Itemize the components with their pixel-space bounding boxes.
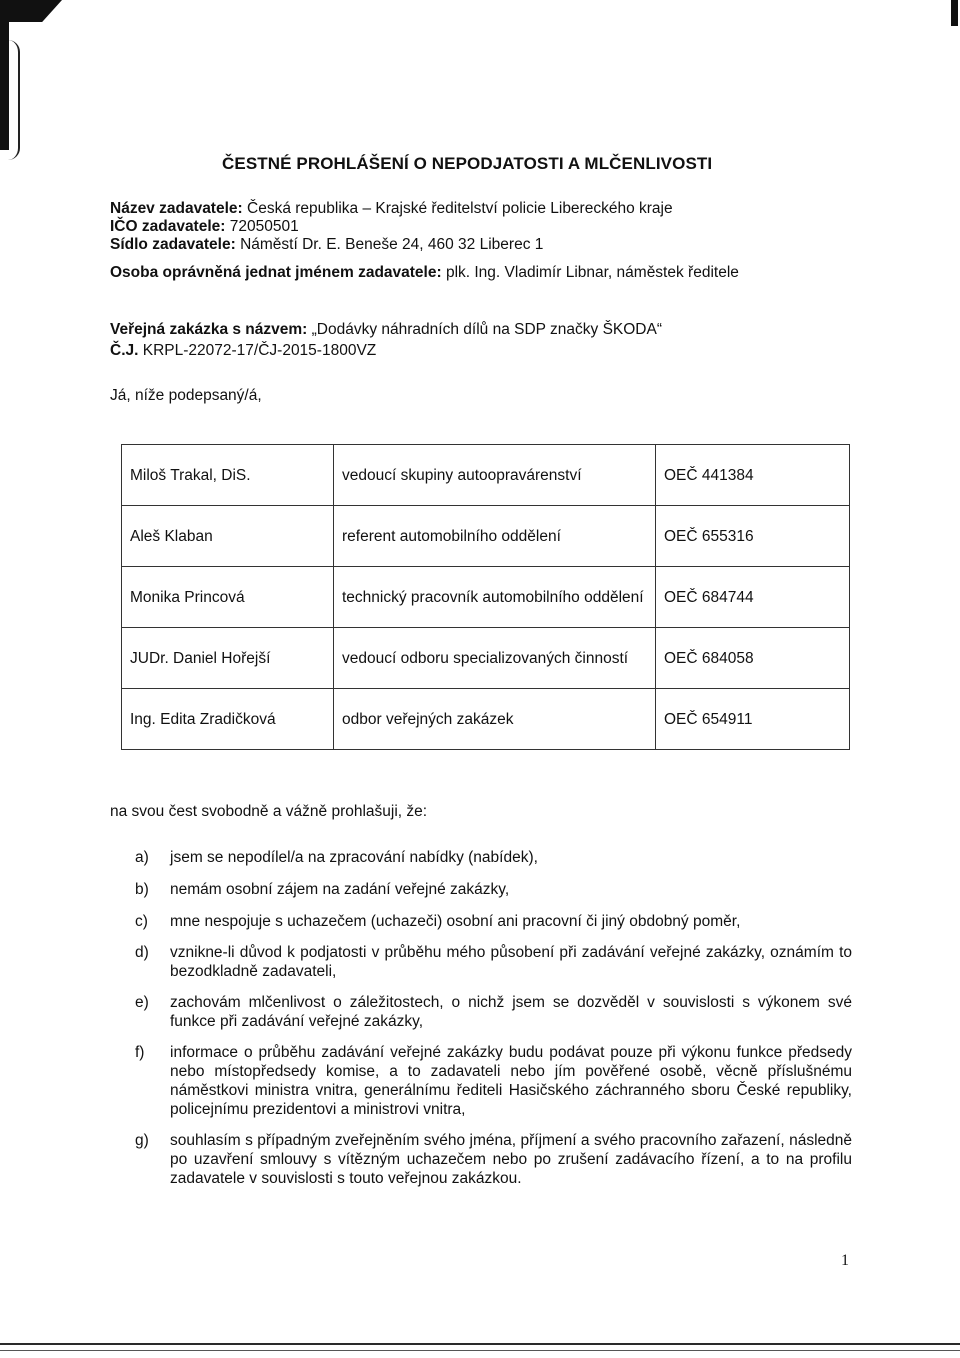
person-oec: OEČ 684744 bbox=[656, 567, 850, 628]
scan-artifact-left-curve bbox=[4, 40, 20, 160]
table-row bbox=[122, 689, 850, 750]
item-text: souhlasím s případným zveřejněním svého jména, příjmení a svého pracovního zařazení, následně po uzavření smlouvy s vítězným uchazečem nebo po zrušení zadávacího řízení, a to na profilu zadavatele v souvislosti s touto veřejnou zakázkou. bbox=[170, 1132, 852, 1187]
person-name: Monika Princová bbox=[122, 567, 334, 628]
scan-artifact-bottom-line bbox=[0, 1343, 960, 1345]
list-item bbox=[135, 848, 852, 867]
contract-line bbox=[110, 321, 662, 339]
item-text: jsem se nepodílel/a na zpracování nabídky (nabídek), bbox=[170, 849, 538, 866]
ico-value: 72050501 bbox=[229, 218, 299, 235]
contract-label: Veřejná zakázka s názvem: bbox=[110, 321, 308, 338]
intro-text: Já, níže podepsaný/á, bbox=[110, 387, 262, 404]
item-marker: a) bbox=[135, 849, 149, 866]
authorized-person-label: Osoba oprávněná jednat jménem zadavatele: bbox=[110, 264, 442, 281]
person-role: referent automobilního oddělení bbox=[334, 506, 656, 567]
declaration-list bbox=[135, 848, 852, 1188]
list-item bbox=[135, 1131, 852, 1188]
person-name: Aleš Klaban bbox=[122, 506, 334, 567]
person-name: JUDr. Daniel Hořejší bbox=[122, 628, 334, 689]
item-marker: b) bbox=[135, 881, 149, 898]
contract-value: „Dodávky náhradních dílů na SDP značky ŠKODA“ bbox=[311, 321, 662, 338]
person-name: Ing. Edita Zradičková bbox=[122, 689, 334, 750]
list-item bbox=[135, 912, 852, 931]
scan-artifact-top-left bbox=[0, 0, 62, 22]
table-row bbox=[122, 567, 850, 628]
item-text: mne nespojuje s uchazečem (uchazeči) osobní ani pracovní či jiný obdobný poměr, bbox=[170, 913, 741, 930]
reference-line bbox=[110, 342, 376, 360]
person-name: Miloš Trakal, DiS. bbox=[122, 445, 334, 506]
item-marker: c) bbox=[135, 913, 148, 930]
table-row bbox=[122, 628, 850, 689]
document-title: ČESTNÉ PROHLÁŠENÍ O NEPODJATOSTI A MLČENLIVOSTI bbox=[222, 154, 713, 173]
item-marker: f) bbox=[135, 1044, 145, 1061]
list-item bbox=[135, 880, 852, 899]
list-item bbox=[135, 1043, 852, 1119]
declaration-intro: na svou čest svobodně a vážně prohlašuji, že: bbox=[110, 803, 428, 820]
item-text: informace o průběhu zadávání veřejné zakázky budu podávat pouze při výkonu funkce předsedy nebo místopředsedy komise, a to zadavateli nebo jím pověřené osobě, věcně příslušnému náměstkovi ministra vnitra, generálnímu řediteli Hasičského záchranného sboru České republiky, policejnímu prezidentovi a ministrovi vnitra, bbox=[170, 1044, 852, 1118]
item-text: zachovám mlčenlivost o záležitostech, o nichž jsem se dozvěděl v souvislosti s výkonem své funkce při zadávání veřejné zakázky, bbox=[170, 994, 852, 1030]
item-marker: d) bbox=[135, 944, 149, 961]
person-oec: OEČ 684058 bbox=[656, 628, 850, 689]
authorized-person-value: plk. Ing. Vladimír Libnar, náměstek ředitele bbox=[445, 264, 739, 281]
item-marker: g) bbox=[135, 1132, 149, 1149]
item-text: nemám osobní zájem na zadání veřejné zakázky, bbox=[170, 881, 510, 898]
seat-line bbox=[110, 236, 543, 254]
item-marker: e) bbox=[135, 994, 149, 1011]
contracting-authority-label: Název zadavatele: bbox=[110, 200, 243, 217]
scan-artifact-top-right bbox=[951, 0, 958, 26]
ico-label: IČO zadavatele: bbox=[110, 218, 226, 235]
person-oec: OEČ 655316 bbox=[656, 506, 850, 567]
table-row bbox=[122, 506, 850, 567]
reference-value: KRPL-22072-17/ČJ-2015-1800VZ bbox=[142, 342, 377, 359]
list-item bbox=[135, 943, 852, 981]
list-item bbox=[135, 993, 852, 1031]
ico-line bbox=[110, 218, 299, 236]
item-text: vznikne-li důvod k podjatosti v průběhu mého působení při zadávání veřejné zakázky, oznámím to bezodkladně zadavateli, bbox=[170, 944, 852, 980]
person-role: vedoucí skupiny autoopravárenství bbox=[334, 445, 656, 506]
scan-artifact-bottom-line bbox=[0, 1350, 960, 1351]
contracting-authority-line bbox=[110, 200, 673, 218]
table-row bbox=[122, 445, 850, 506]
authorized-person-line bbox=[110, 264, 739, 282]
persons-table bbox=[121, 444, 850, 750]
contracting-authority-value: Česká republika – Krajské ředitelství policie Libereckého kraje bbox=[247, 200, 673, 217]
seat-value: Náměstí Dr. E. Beneše 24, 460 32 Liberec 1 bbox=[240, 236, 544, 253]
page-number: 1 bbox=[841, 1252, 849, 1269]
person-role: vedoucí odboru specializovaných činností bbox=[334, 628, 656, 689]
person-oec: OEČ 441384 bbox=[656, 445, 850, 506]
seat-label: Sídlo zadavatele: bbox=[110, 236, 236, 253]
person-oec: OEČ 654911 bbox=[656, 689, 850, 750]
reference-label: Č.J. bbox=[110, 342, 139, 359]
person-role: technický pracovník automobilního oddělení bbox=[334, 567, 656, 628]
person-role: odbor veřejných zakázek bbox=[334, 689, 656, 750]
